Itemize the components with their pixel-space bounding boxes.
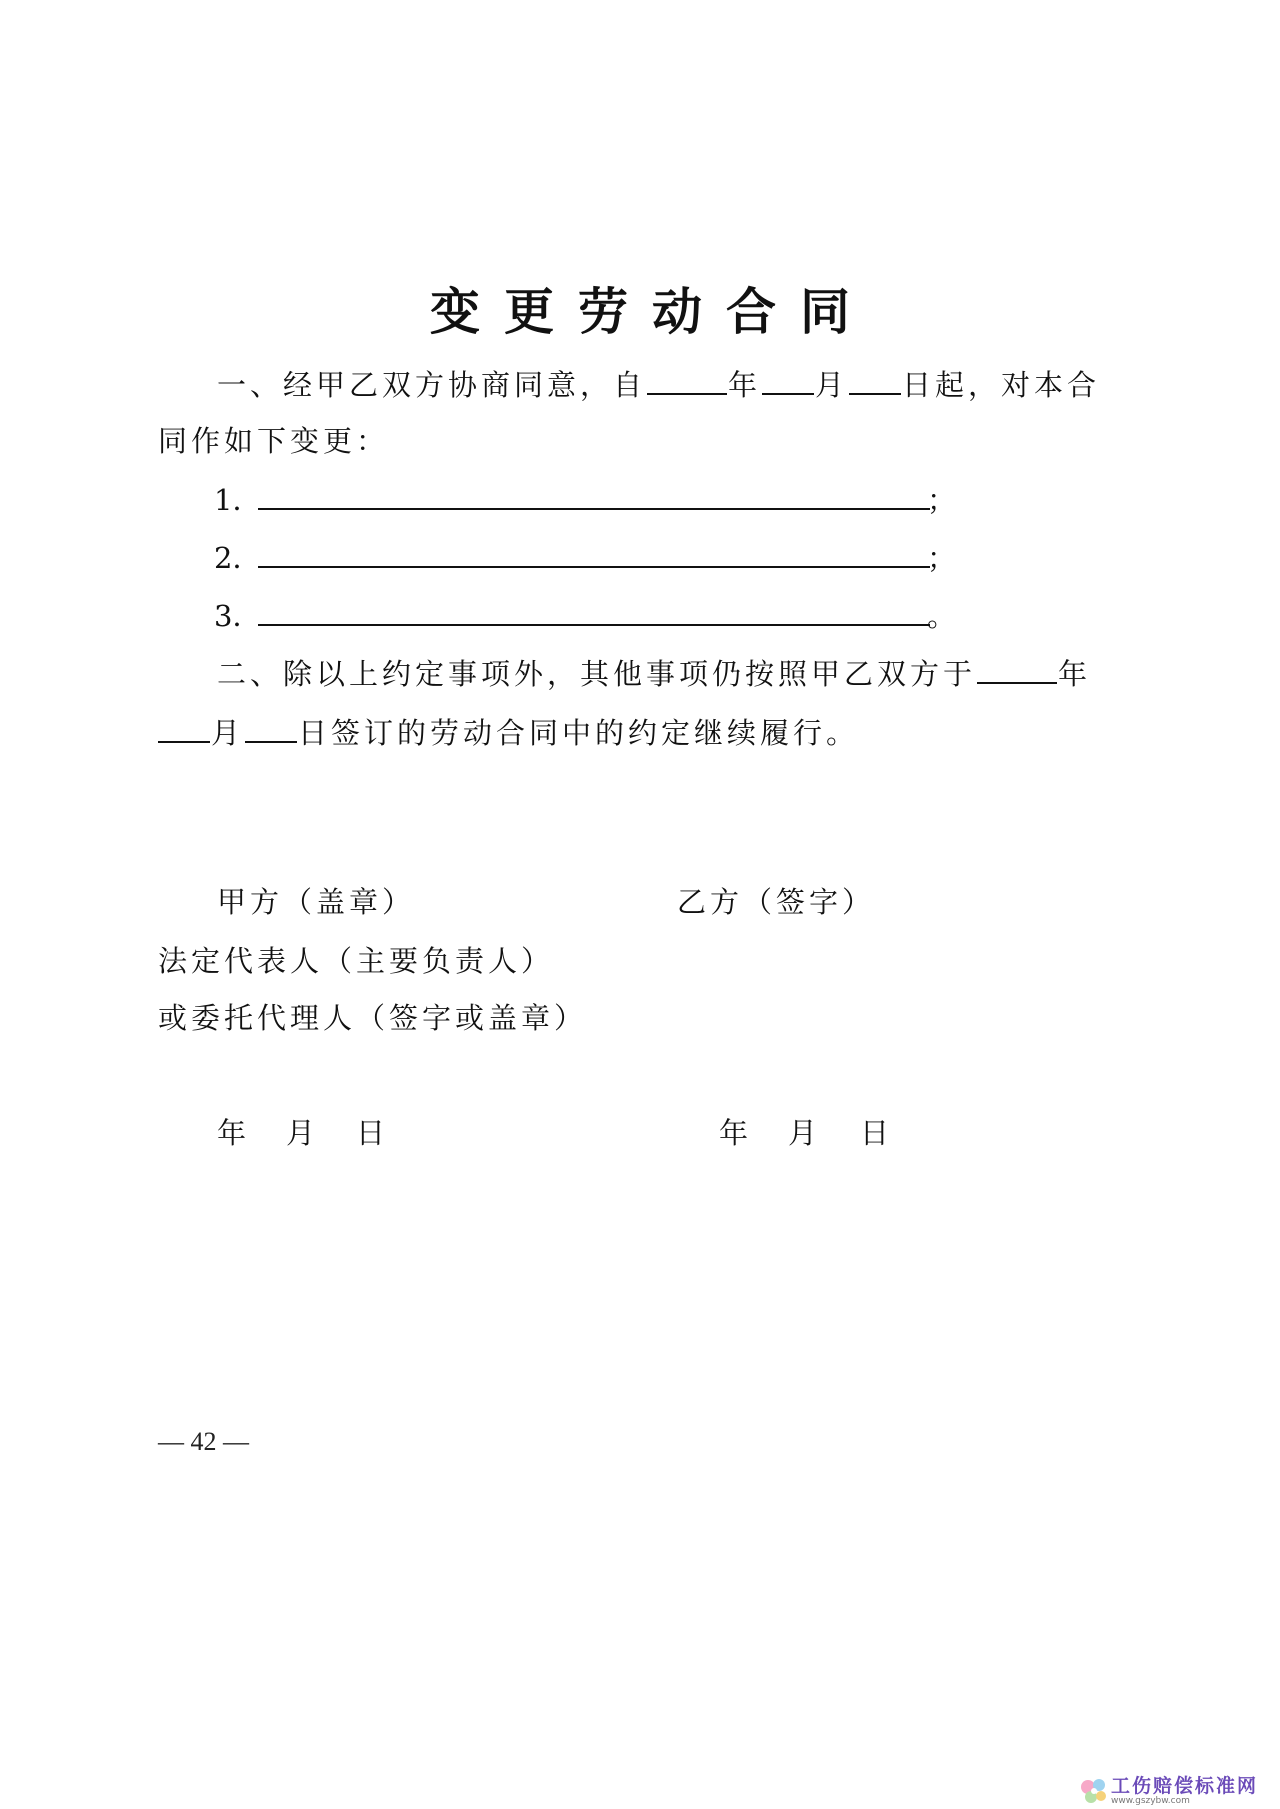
clause-1-year-blank	[647, 363, 727, 395]
party-b-sign-label: 乙方（签字）	[677, 885, 876, 919]
watermark-url: www.gszybw.com	[1110, 1796, 1190, 1806]
clause-2-month-blank	[158, 711, 210, 743]
item-3-blank	[258, 624, 930, 626]
page-number: — 42 —	[158, 1427, 249, 1456]
watermark-text: 工伤赔偿标准网	[1110, 1775, 1258, 1797]
party-b-date-day: 日	[860, 1116, 894, 1150]
clause-2-line-1	[217, 652, 1091, 694]
party-a-date-day: 日	[356, 1116, 390, 1150]
legal-representative-label: 法定代表人（主要负责人）	[158, 944, 555, 978]
item-2-end: ；	[927, 541, 957, 575]
flower-logo-icon	[1077, 1776, 1111, 1806]
clause-1-line-2: 同作如下变更：	[158, 424, 390, 458]
clause-1-year-label: 年	[728, 368, 762, 402]
document-title: 变更劳动合同	[430, 282, 874, 341]
clause-2-line-2	[158, 711, 859, 753]
clause-2-day-label: 日签订的劳动合同中的约定继续履行。	[298, 716, 860, 750]
item-1-end: ；	[927, 483, 957, 517]
clause-1-lead: 一、经甲乙双方协商同意，自	[217, 368, 647, 402]
party-b-date-year: 年	[719, 1116, 753, 1150]
clause-1-day-label: 日起，对本合	[902, 368, 1101, 402]
clause-1-month-blank	[762, 363, 814, 395]
clause-2-lead: 二、除以上约定事项外，其他事项仍按照甲乙双方于	[217, 657, 977, 691]
site-watermark	[1077, 1776, 1258, 1806]
authorized-agent-label: 或委托代理人（签字或盖章）	[158, 1001, 588, 1035]
item-2-blank	[258, 566, 930, 568]
party-a-date-month: 月	[286, 1116, 320, 1150]
party-b-date-month: 月	[788, 1116, 822, 1150]
clause-1-day-blank	[849, 363, 901, 395]
clause-1-line-1	[217, 363, 1100, 405]
item-3-end: 。	[927, 599, 957, 633]
item-1-blank	[258, 508, 930, 510]
clause-2-month-label: 月	[211, 716, 245, 750]
item-1-number: 1．	[214, 483, 262, 517]
clause-1-month-label: 月	[815, 368, 849, 402]
item-2-number: 2．	[214, 541, 262, 575]
party-a-date-year: 年	[217, 1116, 251, 1150]
clause-2-year-label: 年	[1058, 657, 1092, 691]
party-a-seal-label: 甲方（盖章）	[217, 885, 416, 919]
clause-2-day-blank	[245, 711, 297, 743]
item-3-number: 3．	[214, 599, 262, 633]
clause-2-year-blank	[977, 652, 1057, 684]
